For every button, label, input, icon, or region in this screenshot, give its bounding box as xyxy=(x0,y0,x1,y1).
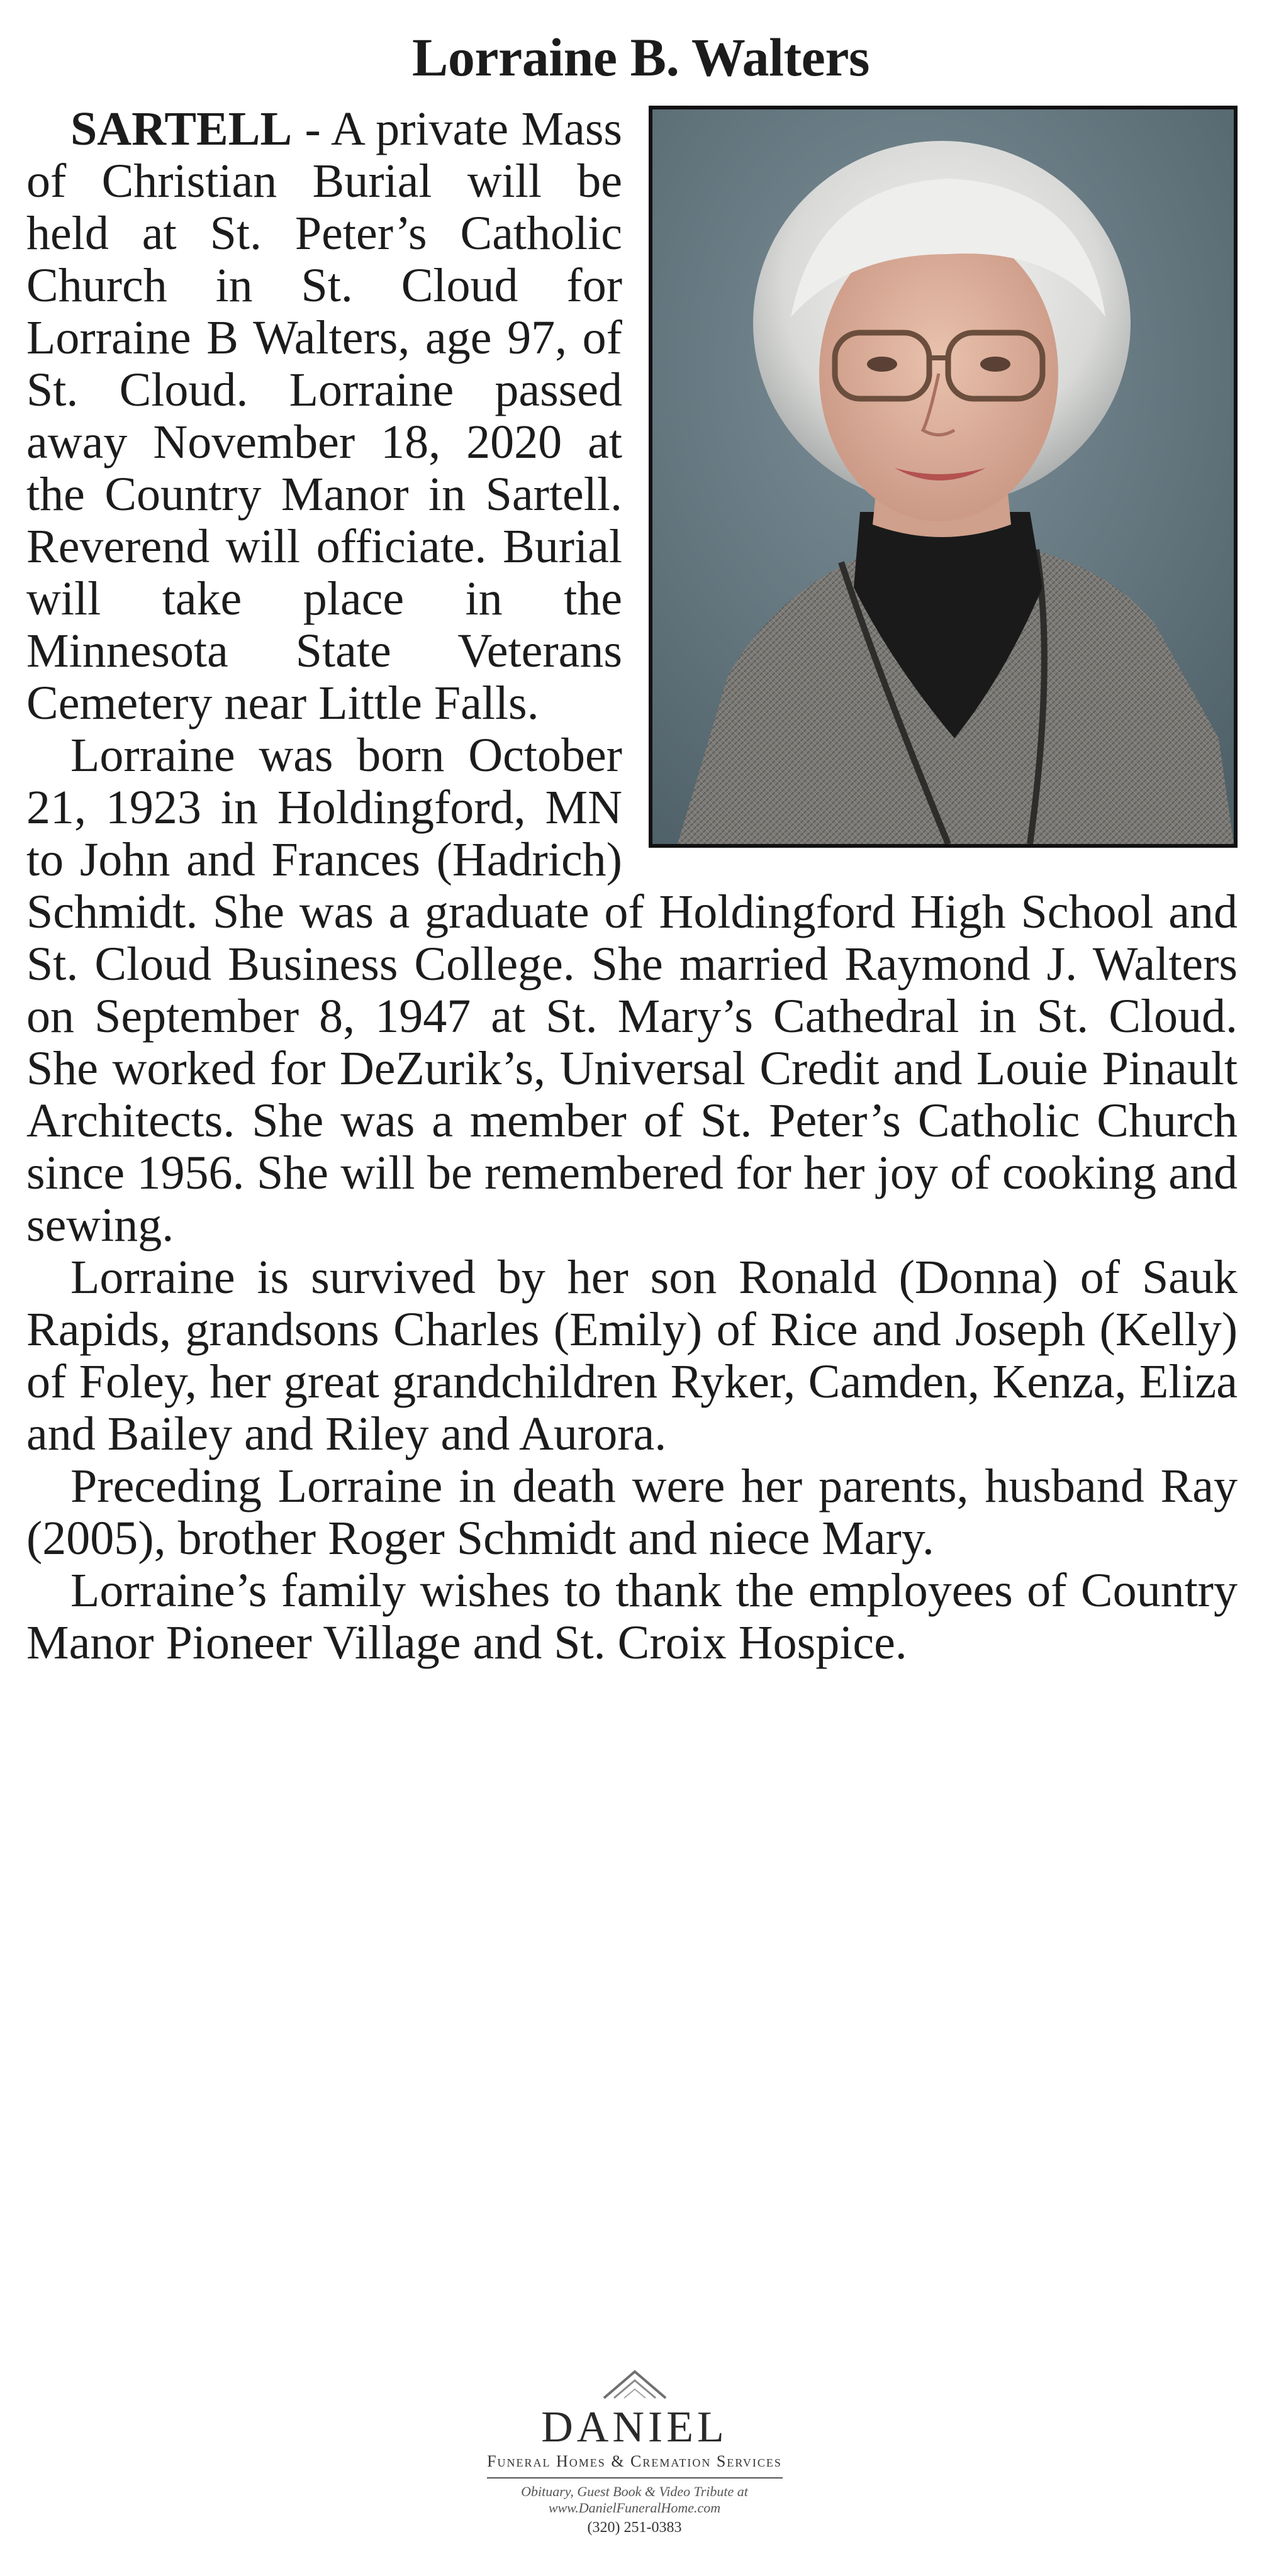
phone-number: (320) 251-0383 xyxy=(587,2519,682,2536)
chapel-roof-icon xyxy=(600,2368,669,2401)
paragraph-2: Lorraine was born October 21, 1923 in Holdingford, MN to John and Frances (Hadrich) Schmidt. She was a graduate of Holdingford High School and St. Cloud Business College. She married Raymond J. Walters on September 8, 1947 at St. Mary’s Cathedral in St. Cloud. She worked for DeZurik’s, Universal Credit and Louie Pinault Architects. She was a member of St. Peter’s Catholic Church since 1956. She will be remembered for her joy of cooking and sewing. xyxy=(26,729,1238,1252)
paragraph-1-text: - A private Mass of Christian Burial will be held at St. Peter’s Catholic Church in St. Cloud for Lorraine B Walters, age 97, of St. Cloud. Lorraine passed away November 18, 2020 at the Country Manor in Sartell. Reverend will officiate. Burial will take place in the Minnesota State Veterans Cemetery near Little Falls. xyxy=(26,103,622,730)
obituary-body xyxy=(26,103,1238,1669)
logo-divider xyxy=(487,2477,783,2479)
website-link[interactable]: www.DanielFuneralHome.com xyxy=(548,2500,721,2516)
location-lead: SARTELL xyxy=(70,103,293,155)
portrait-illustration xyxy=(652,109,1234,844)
paragraph-4: Preceding Lorraine in death were her parents, husband Ray (2005), brother Roger Schmidt and niece Mary. xyxy=(26,1460,1238,1565)
paragraph-5: Lorraine’s family wishes to thank the employees of Country Manor Pioneer Village and St. Croix Hospice. xyxy=(26,1564,1238,1669)
obituary-title: Lorraine B. Walters xyxy=(411,27,869,87)
funeral-home-name: DANIEL xyxy=(541,2403,728,2451)
tagline: Obituary, Guest Book & Video Tribute at xyxy=(521,2484,748,2499)
funeral-home-subtitle: Funeral Homes & Cremation Services xyxy=(487,2452,782,2470)
paragraph-3: Lorraine is survived by her son Ronald (Donna) of Sauk Rapids, grandsons Charles (Emily) of Rice and Joseph (Kelly) of Foley, her great grandchildren Ryker, Camden, Kenza, Eliza and Bailey and Riley and Aurora. xyxy=(26,1251,1238,1460)
funeral-home-logo xyxy=(0,2368,1269,2538)
portrait-photo xyxy=(649,106,1238,848)
